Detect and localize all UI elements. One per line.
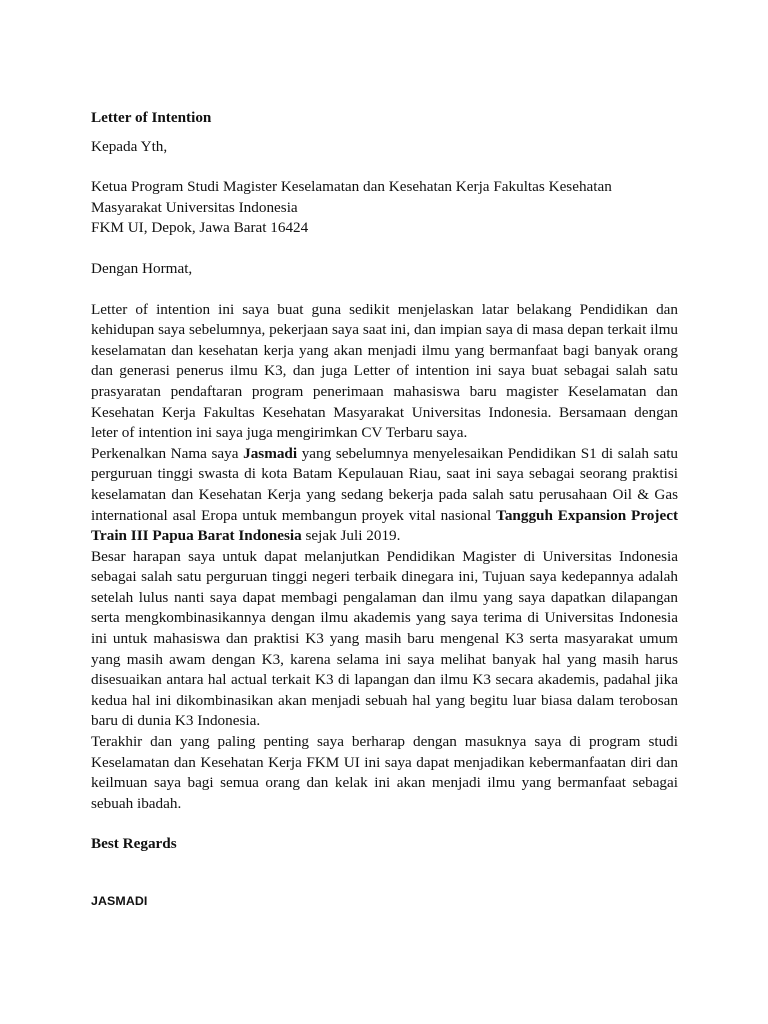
paragraph-intro: Letter of intention ini saya buat guna sedikit menjelaskan latar belakang Pendidikan dan kehidupan saya sebelumnya, pekerjaan saya saat ini, dan impian saya di masa depan terkait ilmu keselamatan dan kesehatan kerja yang akan menjadi ilmu yang bermanfaat bagi banyak orang dan generasi penerus ilmu K3, dan juga Letter of intention ini saya buat sebagai salah satu prasyaratan pendaftaran program penerimaan mahasiswa baru magister Keselamatan dan Kesehatan Kerja Fakultas Kesehatan Masyarakat Universitas Indonesia. Bersamaan dengan leter of intention ini saya juga mengirimkan CV Terbaru saya. [91,300,678,442]
paragraph-introduction-self [91,444,678,547]
salutation-to: Kepada Yth, [91,137,168,155]
paragraph-2-text-b: yang sebelumnya menyelesaikan Pendidikan S1 di salah satu perguruan tinggi swasta di kota Batam Kepulauan Riau, saat ini saya sebagai seorang praktisi keselamatan dan Kesehatan Kerja yang sedang bekerja pada salah satu perusahaan Oil & Gas international asal Eropa untuk membangun proyek vital nasional [91,444,679,524]
recipient-line-1: Ketua Program Studi Magister Keselamatan dan Kesehatan Kerja Fakultas Kesehatan Masyarakat Universitas Indonesia [91,178,612,216]
project-name-bold: Tangguh Expansion Project Train III Papua Barat Indonesia [91,506,678,545]
applicant-name-bold: Jasmadi [243,444,298,462]
paragraph-2-text-a: Perkenalkan Nama saya [91,444,244,462]
recipient-line-2: FKM UI, Depok, Jawa Barat 16424 [91,219,309,237]
letter-title: Letter of Intention [91,109,212,126]
signature-name: JASMADI [91,894,148,908]
paragraph-goals: Besar harapan saya untuk dapat melanjutkan Pendidikan Magister di Universitas Indonesia sebagai salah satu perguruan tinggi negeri terbaik dinegara ini, Tujuan saya kedepannya adalah setelah lulus nanti saya dapat membagi pengalaman dan ilmu yang saya dapatkan dilapangan serta mengkombinasikannya dengan ilmu akademis yang saya terima di Universitas Indonesia ini untuk mahasiswa dan praktisi K3 yang masih baru mengenal K3 serta masyarakat umum yang masih awam dengan K3, karena selama ini saya melihat banyak hal yang masih harus disesuaikan antara hal actual terkait K3 di lapangan dan ilmu K3 secara akademis, padahal jika kedua hal ini dikombinasikan akan menjadi sebuah hal yang begitu luar biasa dalam terobosan baru di dunia K3 Indonesia. [91,547,678,730]
closing-regards: Best Regards [91,835,177,853]
paragraph-2-text-c: sejak Juli 2019. [301,527,401,545]
greeting: Dengan Hormat, [91,259,193,277]
letter-body [91,108,678,912]
paragraph-closing: Terakhir dan yang paling penting saya berharap dengan masuknya saya di program studi Keselamatan dan Kesehatan Kerja FKM UI ini saya dapat menjadikan kebermanfaatan diri dan keilmuan saya bagi semua orang dan kelak ini akan menjadi ilmu yang bermanfaat sebagai sebuah ibadah. [91,733,678,812]
